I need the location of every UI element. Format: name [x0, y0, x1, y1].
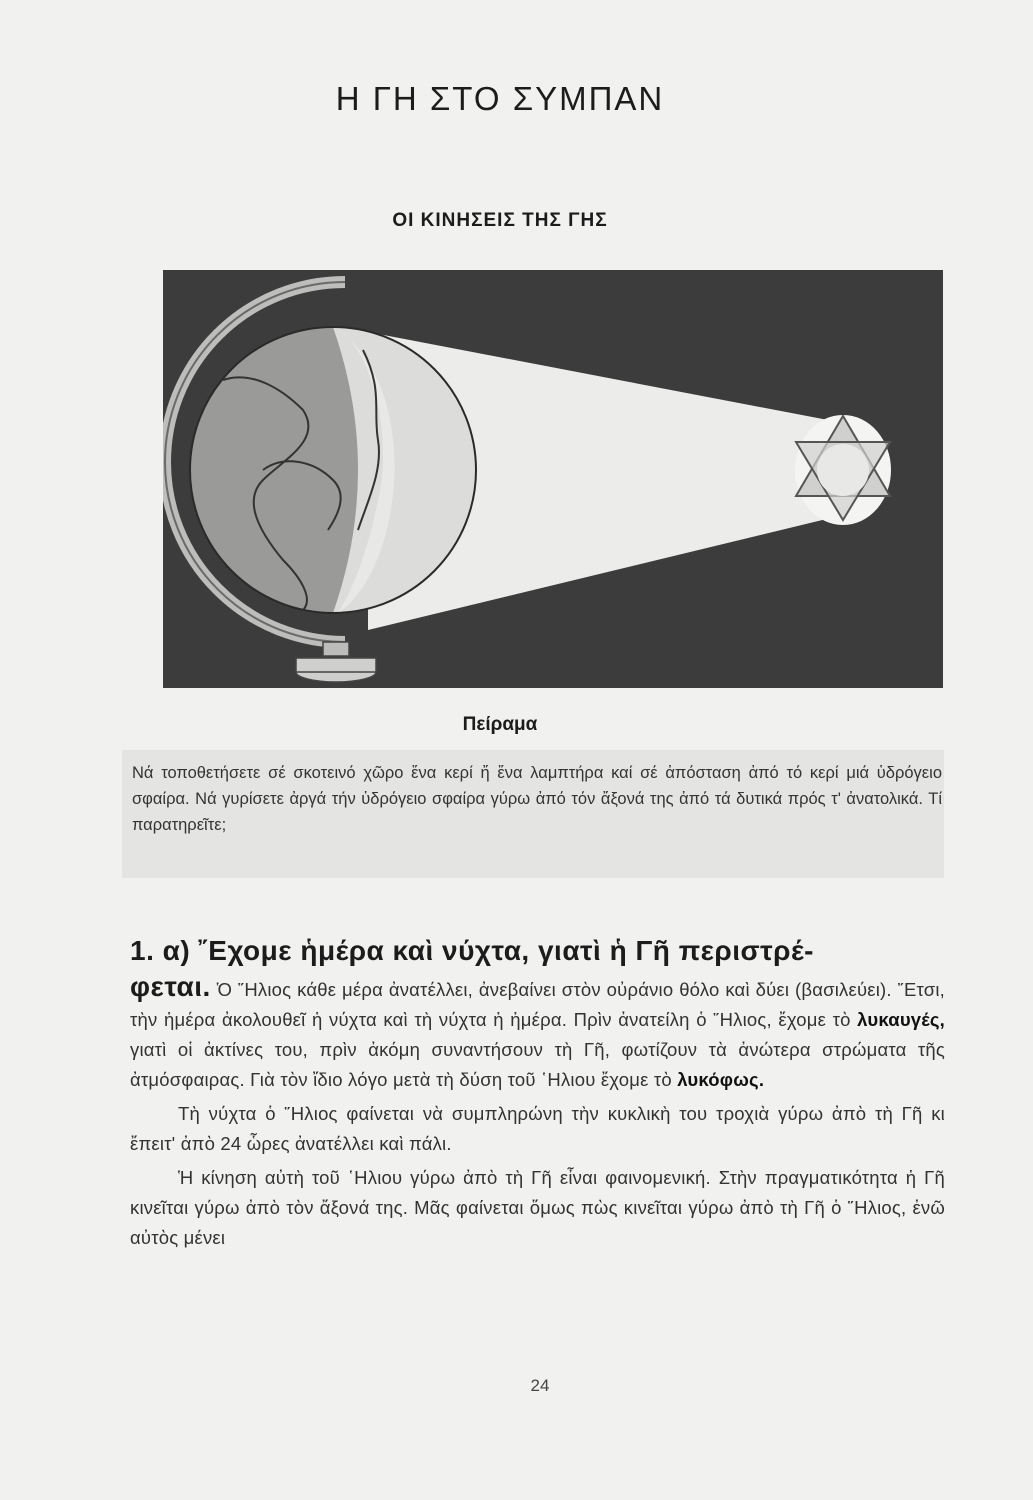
paragraph-1-part-b: γιατὶ οἱ ἀκτίνες του, πρὶν ἀκόμη συναντήσουν τὴ Γῆ, φωτίζουν τὰ ἀνώτερα στρώματα τῆς ἀτμόσφαιρας. Γιὰ τὸν ἴδιο λόγο μετὰ τὴ δύση τοῦ ῾Ηλιου ἔχομε τὸ	[130, 1039, 945, 1090]
experiment-text: Νά τοποθετήσετε σέ σκοτεινό χῶρο ἕνα κερί ἤ ἕνα λαμπτήρα καί σέ ἀπόσταση ἀπό τό κερί μιά ὑδρόγειο σφαίρα. Νά γυρίσετε ἀργά τήν ὑδρόγειο σφαίρα γύρω ἀπό τόν ἄξονά της ἀπό τά δυτικά πρός τ' ἀνατολικά. Τί παρατηρεῖτε;	[132, 764, 942, 834]
paragraph-3: Ἡ κίνηση αὐτὴ τοῦ ῾Ηλιου γύρω ἀπὸ τὴ Γῆ εἶναι φαινομενική. Στὴν πραγματικότητα ἡ Γῆ κινεῖται γύρω ἀπὸ τὸν ἄξονά της. Μᾶς φαίνεται ὅμως πὼς κινεῖται γύρω ἀπὸ τὴ Γῆ ὁ ῞Ηλιος, ἐνῶ αὐτὸς μένει	[130, 1167, 945, 1248]
body-text	[130, 930, 945, 1253]
illustration-svg	[163, 270, 943, 688]
experiment-illustration	[163, 270, 943, 688]
section-subtitle: ΟΙ ΚΙΝΗΣΕΙΣ ΤΗΣ ΓΗΣ	[392, 210, 608, 231]
page-number: 24	[530, 1376, 550, 1395]
paragraph-2: Τὴ νύχτα ὁ ῞Ηλιος φαίνεται νὰ συμπληρώνη τὴν κυκλικὴ του τροχιὰ γύρω ἀπὸ τὴ Γῆ κι ἔπειτ' ἀπὸ 24 ὧρες ἀνατέλλει καὶ πάλι.	[130, 1103, 945, 1154]
globe-stand-body	[296, 658, 376, 672]
section-heading	[130, 930, 945, 972]
term-lykavges: λυκαυγές,	[857, 1009, 945, 1030]
paragraph-1	[130, 972, 945, 1095]
heading-tail: φεται.	[130, 971, 211, 1002]
globe-icon	[190, 327, 476, 613]
experiment-caption: Πείραμα	[462, 714, 538, 735]
page-title: Η ΓΗ ΣΤΟ ΣΥΜΠΑΝ	[335, 80, 665, 117]
heading-text: ῎Εχομε ἡμέρα καὶ νύχτα, γιατὶ ἡ Γῆ περιστρέ-	[198, 935, 814, 966]
term-lykofos: λυκόφως.	[677, 1069, 765, 1090]
paragraph-1-part-a: Ὁ ῞Ηλιος κάθε μέρα ἀνατέλλει, ἀνεβαίνει στὸν οὐράνιο θόλο καὶ δύει (βασιλεύει). ῎Ετσι, τὴν ἡμέρα ἀκολουθεῖ ἡ νύχτα καὶ τὴ νύχτα ἡ ἡμέρα. Πρὶν ἀνατείλη ὁ ῞Ηλιος, ἔχομε τὸ	[130, 979, 945, 1030]
globe-stand-neck	[323, 642, 349, 656]
heading-number: 1. α)	[130, 935, 191, 966]
